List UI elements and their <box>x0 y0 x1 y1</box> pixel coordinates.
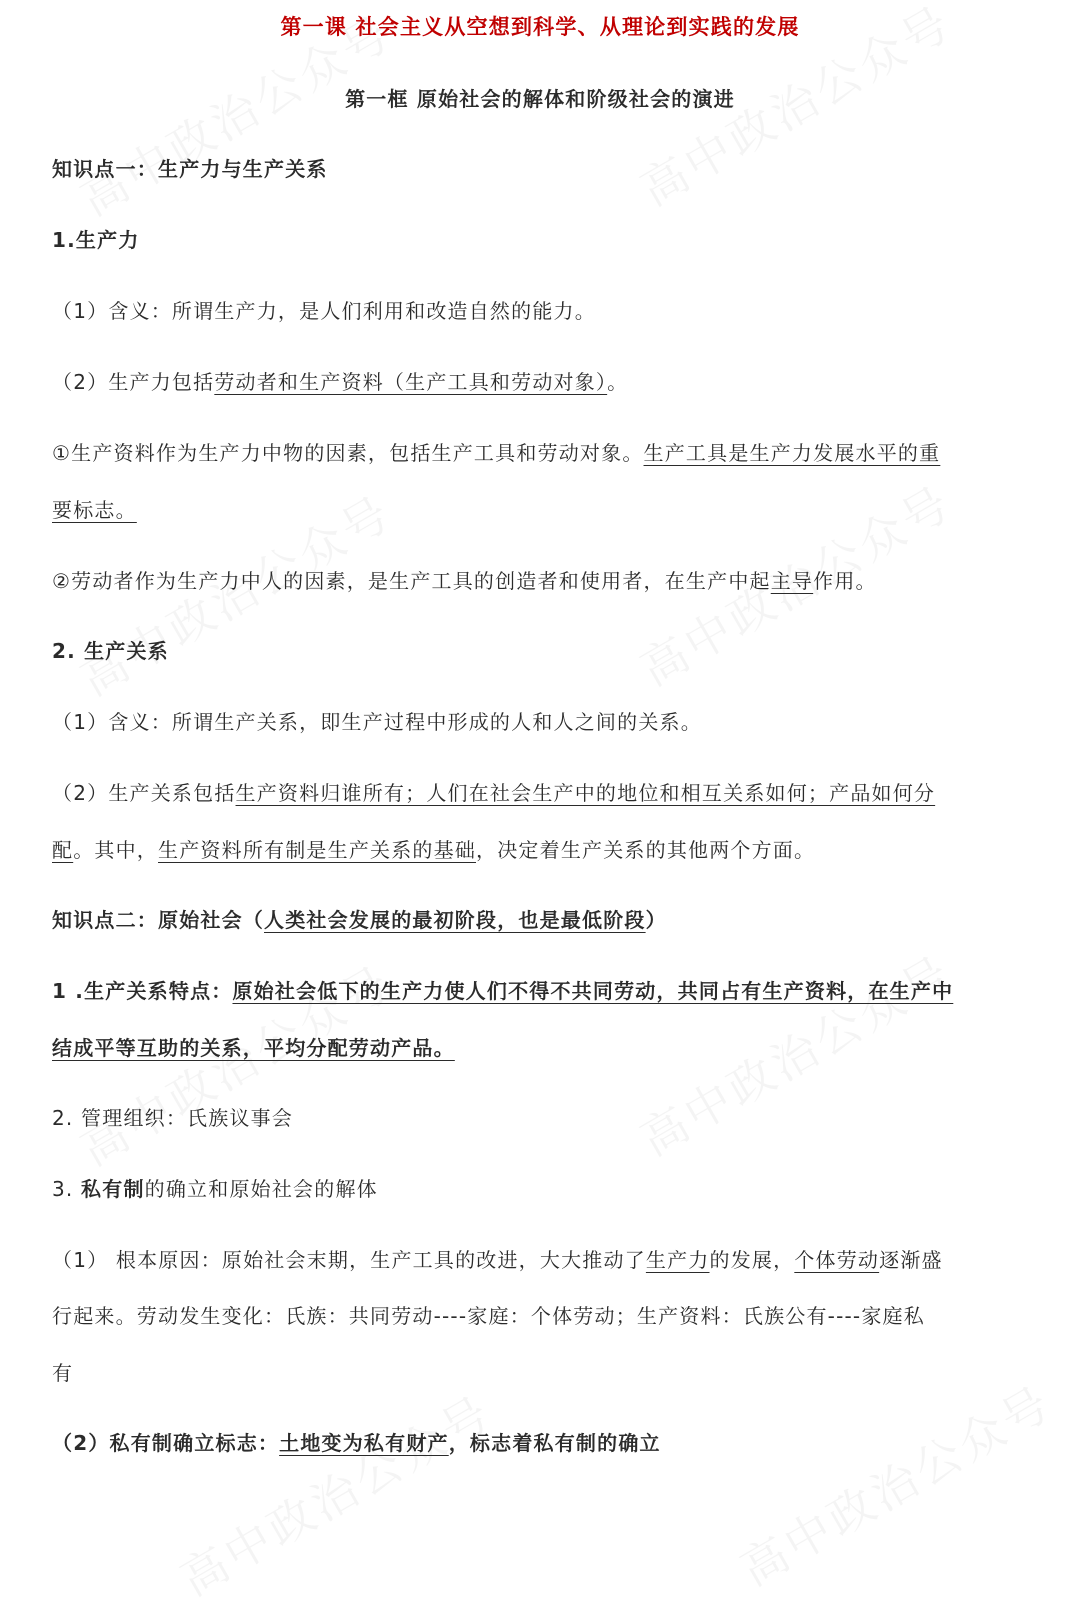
underlined-text: 结成平等互助的关系，平均分配劳动产品。 <box>52 1036 455 1060</box>
text-segment: ） <box>645 908 667 932</box>
text-segment: 的发展， <box>709 1248 795 1272</box>
underlined-text: 生产资料归谁所有；人们在社会生产中的地位和相互关系如何；产品如何分 <box>235 781 936 805</box>
kp1-s1-title: 1.生产力 <box>52 228 140 252</box>
text-segment: ，决定着生产关系的其他两个方面。 <box>476 838 816 862</box>
text-segment: 逐渐盛 <box>879 1248 943 1272</box>
underlined-text: 劳动者和生产资料（生产工具和劳动对象） <box>214 370 608 394</box>
kp2-s3-p2 <box>52 1428 1028 1458</box>
text-segment: （2）生产关系包括 <box>52 781 236 805</box>
underlined-text: 个体劳动 <box>794 1248 880 1272</box>
kp1-s1-p2 <box>52 367 1028 397</box>
text-segment: 3. <box>52 1177 82 1201</box>
underlined-text: 人类社会发展的最初阶段，也是最低阶段 <box>264 908 646 932</box>
kp1-s1-p1: （1）含义：所谓生产力，是人们利用和改造自然的能力。 <box>52 299 596 323</box>
kp2-heading <box>52 905 1028 935</box>
kp1-s2-p2-cont <box>52 835 1028 865</box>
underlined-text: 生产力 <box>645 1248 710 1272</box>
text-segment: （2）私有制确立标志： <box>52 1431 280 1455</box>
lesson-title: 第一课 社会主义从空想到科学、从理论到实践的发展 <box>280 15 800 39</box>
text-segment: 。其中， <box>73 838 159 862</box>
text-segment: ①生产资料作为生产力中物的因素，包括生产工具和劳动对象。 <box>52 441 644 465</box>
frame-title: 第一框 原始社会的解体和阶级社会的演进 <box>345 87 735 111</box>
kp2-s3-p1-l2: 行起来。劳动发生变化：氏族：共同劳动----家庭：个体劳动；生产资料：氏族公有----家庭私 <box>52 1304 925 1328</box>
kp1-heading: 知识点一：生产力与生产关系 <box>52 157 328 181</box>
underlined-text: 原始社会低下的生产力使人们不得不共同劳动，共同占有生产资料，在生产中 <box>232 979 954 1003</box>
kp2-s1-cont <box>52 1033 1028 1063</box>
underlined-text: 主导 <box>770 569 814 593</box>
text-segment: 作用。 <box>813 569 877 593</box>
watermark <box>167 1377 503 1609</box>
kp1-s1-p3 <box>52 438 1028 468</box>
underlined-text: 要标志。 <box>52 498 137 522</box>
text-segment: ②劳动者作为生产力中人的因素，是生产工具的创造者和使用者，在生产中起 <box>52 569 771 593</box>
kp1-s1-p3-cont <box>52 495 1028 525</box>
bold-text: 私有制 <box>81 1177 145 1201</box>
text-segment: ，标志着私有制的确立 <box>448 1431 661 1455</box>
kp2-s2: 2. 管理组织：氏族议事会 <box>52 1106 294 1130</box>
kp2-s3-p1 <box>52 1245 1028 1275</box>
underlined-text: 生产工具是生产力发展水平的重 <box>643 441 941 465</box>
underlined-text: 生产资料所有制是生产关系的基础 <box>158 838 477 862</box>
kp1-s2-title: 2. 生产关系 <box>52 639 169 663</box>
text-segment: （1） 根本原因：原始社会末期，生产工具的改进，大大推动了 <box>52 1248 646 1272</box>
text-segment: 的确立和原始社会的解体 <box>144 1177 378 1201</box>
text-segment: 1 .生产关系特点： <box>52 979 233 1003</box>
text-segment: （2）生产力包括 <box>52 370 215 394</box>
kp1-s2-p1: （1）含义：所谓生产关系，即生产过程中形成的人和人之间的关系。 <box>52 710 702 734</box>
kp2-s1 <box>52 976 1028 1006</box>
kp2-s3 <box>52 1174 1028 1204</box>
text-segment: 知识点二：原始社会（ <box>52 908 264 932</box>
kp1-s2-p2 <box>52 778 1028 808</box>
text-segment: 。 <box>607 370 629 394</box>
underlined-text: 土地变为私有财产 <box>279 1431 449 1455</box>
kp1-s1-p4 <box>52 566 1028 596</box>
kp2-s3-p1-l3: 有 <box>52 1361 74 1385</box>
watermark <box>727 1367 1063 1599</box>
underlined-text: 配 <box>52 838 74 862</box>
